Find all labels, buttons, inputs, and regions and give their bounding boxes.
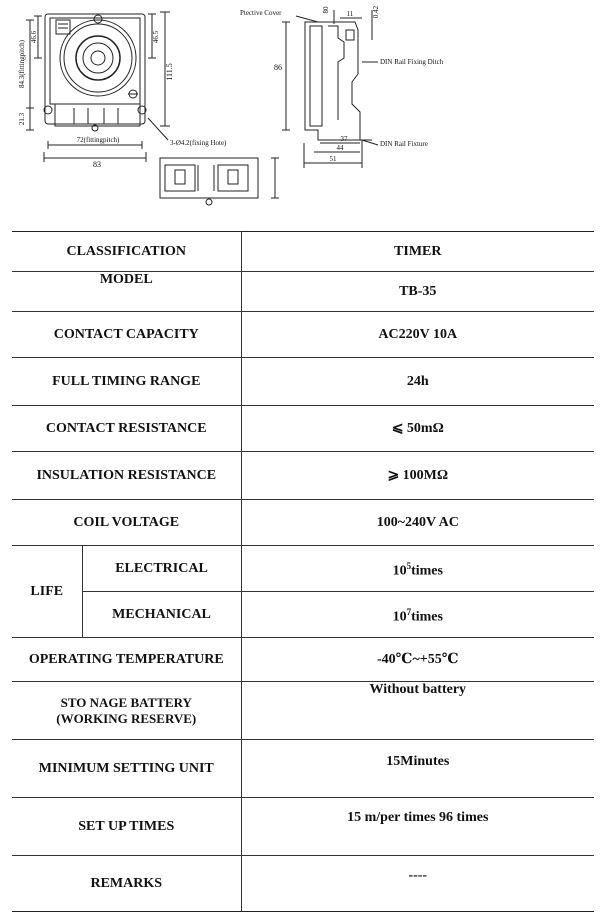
dim-111-5: 111.5 xyxy=(165,63,174,81)
storage-battery-value: Without battery xyxy=(241,682,594,740)
table-row xyxy=(12,592,594,638)
specification-table xyxy=(12,231,594,912)
protective-cover-label: Ptective Cover xyxy=(240,9,282,17)
table-row xyxy=(12,452,594,500)
life-label: LIFE xyxy=(12,546,82,638)
fixing-hole-label: 3-Ø4.2(fixing Hote) xyxy=(170,139,227,147)
dim-46-5: 46.5 xyxy=(152,30,160,44)
dim-51: 51 xyxy=(329,155,337,163)
contact-capacity-label: CONTACT CAPACITY xyxy=(12,312,241,358)
dim-86: 86 xyxy=(274,63,282,72)
coil-voltage-value: 100~240V AC xyxy=(241,500,594,546)
table-row xyxy=(12,638,594,682)
din-rail-ditch-label: DIN Rail Fixing Ditch xyxy=(380,58,444,66)
dim-83: 83 xyxy=(93,160,101,169)
minimum-setting-unit-label: MINIMUM SETTING UNIT xyxy=(12,740,241,798)
table-row xyxy=(12,682,594,740)
life-electrical-value: $10^5times$ xyxy=(241,546,594,592)
dim-46-6: 46.6 xyxy=(30,30,38,44)
indicator-window xyxy=(56,20,70,34)
din-rail-fixture-label: DIN Rail Fixture xyxy=(380,140,428,148)
classification-label: CLASSIFICATION xyxy=(12,232,241,272)
table-row xyxy=(12,856,594,912)
table-row xyxy=(12,740,594,798)
dim-72: 72(fittingpitch) xyxy=(76,136,120,144)
remarks-label: REMARKS xyxy=(12,856,241,912)
model-value: TB-35 xyxy=(241,272,594,312)
contact-capacity-value: AC220V 10A xyxy=(241,312,594,358)
dim-11: 11 xyxy=(346,10,354,18)
front-view-dial-plate xyxy=(50,18,140,104)
set-up-times-label: SET UP TIMES xyxy=(12,798,241,856)
dim-44: 44 xyxy=(336,144,344,152)
model-label: MODEL xyxy=(12,272,241,312)
table-row xyxy=(12,358,594,406)
dimension-drawing xyxy=(0,0,600,215)
dim-0-42: 0.42 xyxy=(372,5,380,19)
full-timing-range-label: FULL TIMING RANGE xyxy=(12,358,241,406)
table-row xyxy=(12,798,594,856)
operating-temperature-label: OPERATING TEMPERATURE xyxy=(12,638,241,682)
dim-84-3: 84.3(fittingpitch) xyxy=(18,39,26,89)
life-electrical-label: ELECTRICAL xyxy=(82,546,241,592)
full-timing-range-value: 24h xyxy=(241,358,594,406)
set-up-times-value: 15 m/per times 96 times xyxy=(241,798,594,856)
classification-value: TIMER xyxy=(241,232,594,272)
table-row xyxy=(12,500,594,546)
life-mechanical-value: $10^7times$ xyxy=(241,592,594,638)
dim-21-3: 21.3 xyxy=(18,112,26,126)
contact-resistance-value: ⩽ 50mΩ xyxy=(241,406,594,452)
coil-voltage-label: COIL VOLTAGE xyxy=(12,500,241,546)
table-row xyxy=(12,546,594,592)
storage-battery-label: STO NAGE BATTERY (WORKING RESERVE) xyxy=(12,682,241,740)
insulation-resistance-value: ⩾ 100MΩ xyxy=(241,452,594,500)
minimum-setting-unit-value: 15Minutes xyxy=(241,740,594,798)
table-row xyxy=(12,312,594,358)
contact-resistance-label: CONTACT RESISTANCE xyxy=(12,406,241,452)
dim-37: 37 xyxy=(340,135,348,143)
life-mechanical-label: MECHANICAL xyxy=(82,592,241,638)
table-row xyxy=(12,232,594,272)
remarks-value: ---- xyxy=(241,856,594,912)
insulation-resistance-label: INSULATION RESISTANCE xyxy=(12,452,241,500)
operating-temperature-value: -40℃~+55℃ xyxy=(241,638,594,682)
table-row xyxy=(12,406,594,452)
table-row xyxy=(12,272,594,312)
timer-dial xyxy=(60,20,136,96)
dim-80: 80 xyxy=(322,6,330,14)
